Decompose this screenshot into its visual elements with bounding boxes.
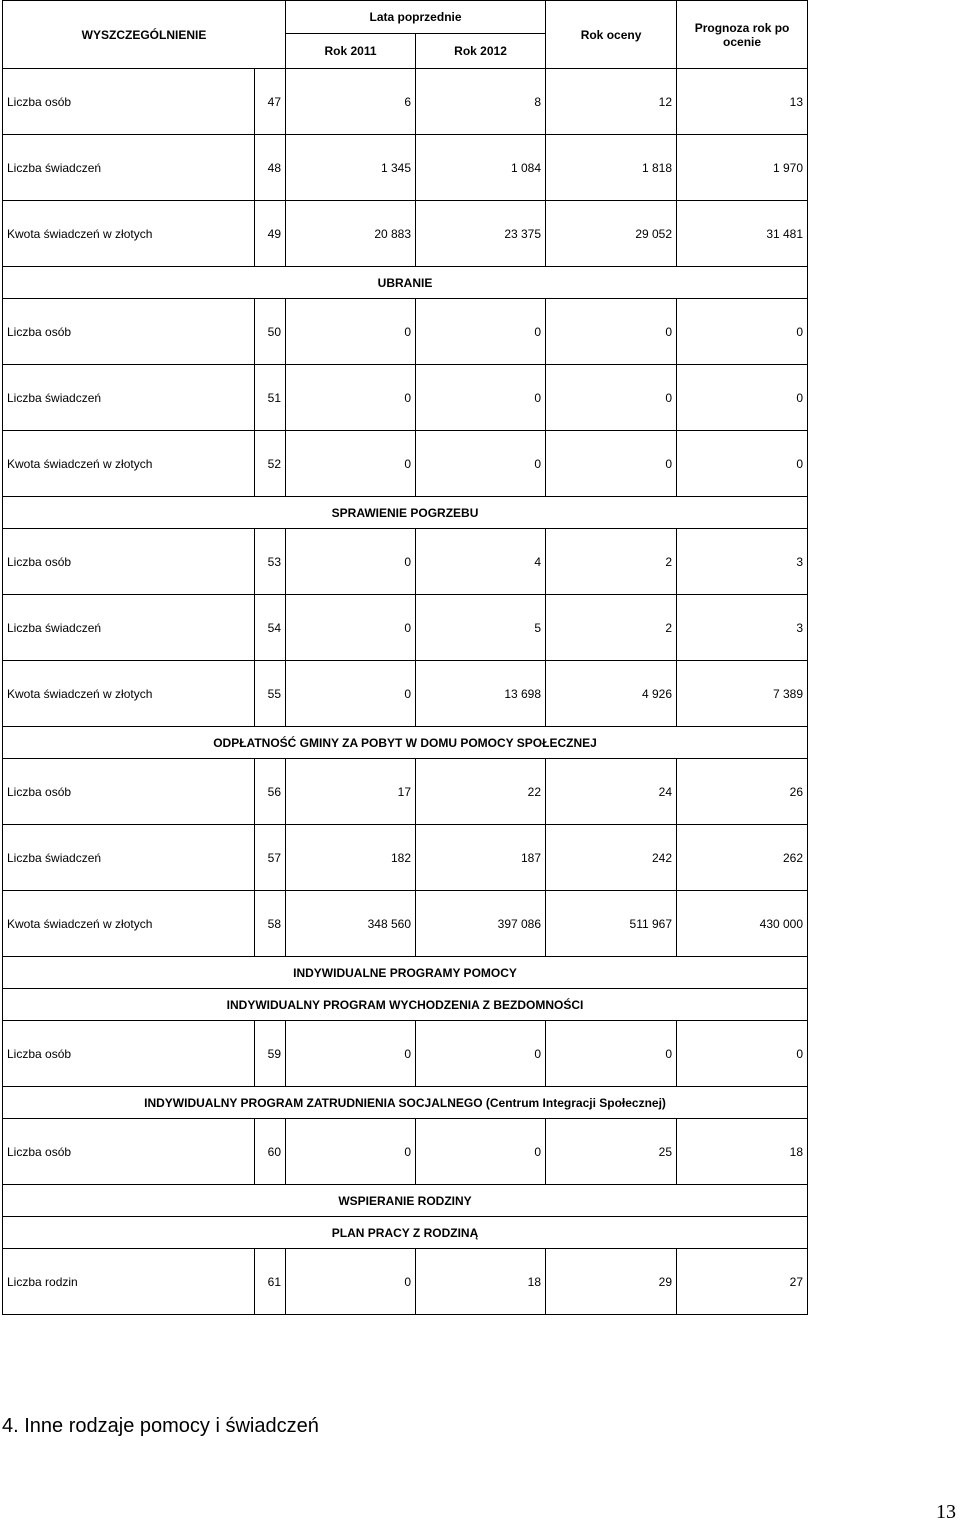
value-assessment-year: 29 [546, 1249, 677, 1315]
section-title: SPRAWIENIE POGRZEBU [3, 497, 808, 529]
row-label: Liczba osób [3, 299, 255, 365]
value-forecast: 3 [677, 529, 808, 595]
value-forecast: 0 [677, 299, 808, 365]
value-2011: 0 [286, 661, 416, 727]
value-forecast: 1 970 [677, 135, 808, 201]
value-2011: 6 [286, 69, 416, 135]
value-forecast: 3 [677, 595, 808, 661]
value-2012: 0 [416, 299, 546, 365]
value-assessment-year: 0 [546, 1021, 677, 1087]
table-row [3, 431, 808, 497]
value-forecast: 26 [677, 759, 808, 825]
value-forecast: 262 [677, 825, 808, 891]
header-description: WYSZCZEGÓLNIENIE [3, 1, 286, 69]
page-number: 13 [936, 1501, 956, 1523]
value-2012: 0 [416, 1021, 546, 1087]
table-row [3, 69, 808, 135]
table-row [3, 135, 808, 201]
value-2012: 22 [416, 759, 546, 825]
value-forecast: 430 000 [677, 891, 808, 957]
row-number: 61 [255, 1249, 286, 1315]
value-assessment-year: 29 052 [546, 201, 677, 267]
value-forecast: 27 [677, 1249, 808, 1315]
value-2012: 397 086 [416, 891, 546, 957]
table-row [3, 201, 808, 267]
value-assessment-year: 2 [546, 595, 677, 661]
row-number: 58 [255, 891, 286, 957]
section-heading: 4. Inne rodzaje pomocy i świadczeń [2, 1415, 319, 1437]
value-2011: 0 [286, 595, 416, 661]
value-2011: 0 [286, 1021, 416, 1087]
table-row [3, 1021, 808, 1087]
value-2011: 0 [286, 1119, 416, 1185]
section-title: PLAN PRACY Z RODZINĄ [3, 1217, 808, 1249]
value-forecast: 13 [677, 69, 808, 135]
row-number: 47 [255, 69, 286, 135]
value-2011: 20 883 [286, 201, 416, 267]
value-assessment-year: 4 926 [546, 661, 677, 727]
section-row [3, 989, 808, 1021]
value-forecast: 0 [677, 431, 808, 497]
value-2012: 13 698 [416, 661, 546, 727]
value-assessment-year: 1 818 [546, 135, 677, 201]
table-row [3, 1119, 808, 1185]
value-2011: 348 560 [286, 891, 416, 957]
row-number: 54 [255, 595, 286, 661]
value-2012: 0 [416, 1119, 546, 1185]
table-row [3, 595, 808, 661]
value-assessment-year: 0 [546, 431, 677, 497]
value-2012: 0 [416, 431, 546, 497]
row-label: Liczba świadczeń [3, 595, 255, 661]
section-row [3, 1185, 808, 1217]
header-previous-years: Lata poprzednie [286, 1, 546, 34]
row-label: Liczba świadczeń [3, 365, 255, 431]
header-assessment-year: Rok oceny [546, 1, 677, 69]
table-row [3, 825, 808, 891]
row-number: 51 [255, 365, 286, 431]
value-2011: 0 [286, 431, 416, 497]
header-year-2011: Rok 2011 [286, 34, 416, 69]
table-row [3, 759, 808, 825]
row-label: Kwota świadczeń w złotych [3, 891, 255, 957]
statistics-table [2, 0, 808, 1315]
value-2011: 0 [286, 299, 416, 365]
value-forecast: 31 481 [677, 201, 808, 267]
section-row [3, 1087, 808, 1119]
row-label: Liczba świadczeń [3, 825, 255, 891]
value-2011: 0 [286, 529, 416, 595]
section-row [3, 497, 808, 529]
row-label: Liczba rodzin [3, 1249, 255, 1315]
row-label: Liczba osób [3, 759, 255, 825]
row-number: 60 [255, 1119, 286, 1185]
row-number: 48 [255, 135, 286, 201]
table-row [3, 891, 808, 957]
value-assessment-year: 24 [546, 759, 677, 825]
row-label: Liczba świadczeń [3, 135, 255, 201]
section-title: WSPIERANIE RODZINY [3, 1185, 808, 1217]
value-2012: 0 [416, 365, 546, 431]
value-2012: 4 [416, 529, 546, 595]
row-number: 56 [255, 759, 286, 825]
value-2012: 1 084 [416, 135, 546, 201]
row-label: Liczba osób [3, 529, 255, 595]
value-2011: 1 345 [286, 135, 416, 201]
section-title: INDYWIDUALNE PROGRAMY POMOCY [3, 957, 808, 989]
value-assessment-year: 0 [546, 299, 677, 365]
header-forecast: Prognoza rok po ocenie [677, 1, 808, 69]
value-assessment-year: 511 967 [546, 891, 677, 957]
row-number: 50 [255, 299, 286, 365]
value-2011: 0 [286, 365, 416, 431]
section-title: INDYWIDUALNY PROGRAM WYCHODZENIA Z BEZDOMNOŚCI [3, 989, 808, 1021]
value-2011: 17 [286, 759, 416, 825]
value-forecast: 0 [677, 365, 808, 431]
row-label: Liczba osób [3, 1021, 255, 1087]
row-label: Kwota świadczeń w złotych [3, 661, 255, 727]
table-row [3, 1249, 808, 1315]
row-number: 57 [255, 825, 286, 891]
value-2012: 23 375 [416, 201, 546, 267]
section-row [3, 1217, 808, 1249]
value-2011: 0 [286, 1249, 416, 1315]
table-row [3, 299, 808, 365]
section-row [3, 957, 808, 989]
row-number: 53 [255, 529, 286, 595]
row-number: 49 [255, 201, 286, 267]
value-2012: 187 [416, 825, 546, 891]
row-label: Kwota świadczeń w złotych [3, 431, 255, 497]
section-row [3, 267, 808, 299]
value-assessment-year: 12 [546, 69, 677, 135]
header-year-2012: Rok 2012 [416, 34, 546, 69]
table-body [3, 69, 808, 1315]
value-forecast: 0 [677, 1021, 808, 1087]
value-assessment-year: 0 [546, 365, 677, 431]
value-2011: 182 [286, 825, 416, 891]
row-number: 52 [255, 431, 286, 497]
table-row [3, 661, 808, 727]
value-2012: 18 [416, 1249, 546, 1315]
value-assessment-year: 25 [546, 1119, 677, 1185]
row-label: Liczba osób [3, 69, 255, 135]
row-label: Liczba osób [3, 1119, 255, 1185]
value-2012: 8 [416, 69, 546, 135]
section-title: UBRANIE [3, 267, 808, 299]
value-forecast: 18 [677, 1119, 808, 1185]
table-row [3, 529, 808, 595]
row-number: 59 [255, 1021, 286, 1087]
section-title: ODPŁATNOŚĆ GMINY ZA POBYT W DOMU POMOCY SPOŁECZNEJ [3, 727, 808, 759]
section-row [3, 727, 808, 759]
row-number: 55 [255, 661, 286, 727]
table-row [3, 365, 808, 431]
section-title: INDYWIDUALNY PROGRAM ZATRUDNIENIA SOCJALNEGO (Centrum Integracji Społecznej) [3, 1087, 808, 1119]
value-forecast: 7 389 [677, 661, 808, 727]
value-2012: 5 [416, 595, 546, 661]
row-label: Kwota świadczeń w złotych [3, 201, 255, 267]
value-assessment-year: 2 [546, 529, 677, 595]
value-assessment-year: 242 [546, 825, 677, 891]
